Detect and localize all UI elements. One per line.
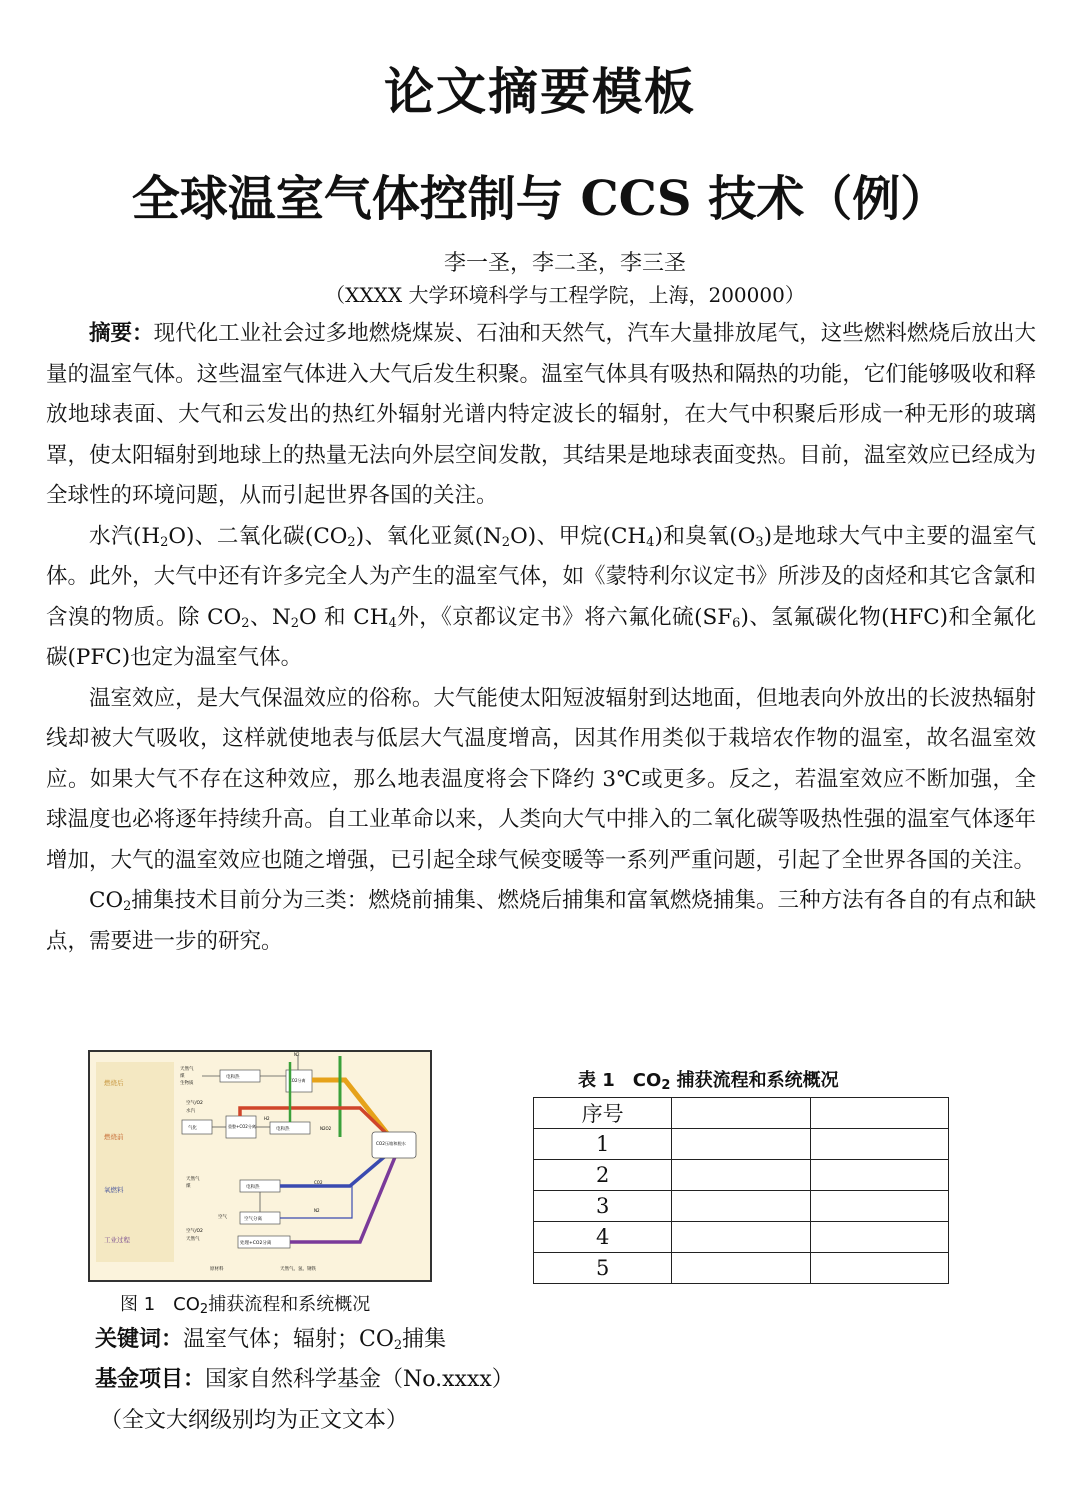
abstract-paragraph-1: 摘要：现代化工业社会过多地燃烧煤炭、石油和天然气，汽车大量排放尾气，这些燃料燃烧后放出大量的温室气体。这些温室气体进入大气后发生积聚。温室气体具有吸热和隔热的功能，它们能够吸收和释放地球表面、大气和云发出的热红外辐射光谱内特定波长的辐射，在大气中积聚后形成一种无形的玻璃罩，使太阳辐射到地球上的热量无法向外层空间发散，其结果是地球表面变热。目前，温室效应已经成为全球性的环境问题，从而引起世界各国的关注。 <box>46 321 1036 508</box>
table-cell <box>672 1253 810 1284</box>
table-cell <box>672 1098 810 1129</box>
table-index-cell: 4 <box>534 1222 672 1253</box>
input-label: 水汽 <box>186 1109 195 1114</box>
process-label: CO2分离 <box>289 1078 306 1083</box>
table-index-cell: 3 <box>534 1191 672 1222</box>
table-cell <box>810 1160 948 1191</box>
table-cell <box>810 1191 948 1222</box>
process-label: CO2压缩和脱水 <box>376 1141 406 1146</box>
input-label: 天然气 <box>186 1177 200 1182</box>
input-label: 天然气 <box>186 1237 200 1242</box>
input-label: 天然气 <box>180 1067 194 1072</box>
table-cell <box>672 1222 810 1253</box>
input-label: 空气/O2 <box>186 1229 203 1234</box>
table-cell <box>810 1098 948 1129</box>
table-row <box>534 1191 949 1222</box>
gas-label: H2 <box>264 1116 270 1121</box>
table-index-cell: 2 <box>534 1160 672 1191</box>
table-index-cell: 5 <box>534 1253 672 1284</box>
process-box <box>182 1120 212 1134</box>
process-label: 电和热 <box>276 1127 290 1132</box>
input-label: 煤 <box>186 1184 191 1189</box>
fund-line <box>95 1362 514 1393</box>
keywords-line: 关键词：温室气体；辐射；$CO_2$捕集 <box>95 1327 447 1353</box>
input-label: 空气 <box>218 1215 227 1220</box>
gas-label: N2 <box>314 1208 320 1213</box>
table-row <box>534 1253 949 1284</box>
authors: 李一圣，李二圣，李三圣 <box>443 251 686 276</box>
table-row <box>534 1222 949 1253</box>
fund-value: 国家自然科学基金（No.xxxx） <box>205 1367 514 1392</box>
row-label: 氧燃料 <box>104 1186 124 1194</box>
page-title: 论文摘要模板 <box>384 62 696 121</box>
table-cell <box>672 1160 810 1191</box>
process-label: 电和热 <box>226 1075 240 1080</box>
abstract-paragraph-2: 水汽$(H_2O)$、二氧化碳$(CO_2)$、氧化亚氮$(N_2O)$、甲烷$(CH_4)$和臭氧$(O_3)$是地球大气中主要的温室气体。此外，大气中还有许多完全人为产生的温室气体，如《蒙特利尔议定书》所涉及的卤烃和其它含氯和含溴的物质。除 $CO_2$、$N_2O$ 和 $CH_4$外，《京都议定书》将六氟化硫$(SF_6)$、氢氟碳化物(HFC)和全氟化碳(PFC)也定为温室气体。 <box>46 523 1037 670</box>
gas-label: N2O2 <box>320 1126 332 1131</box>
co2-capture-table <box>533 1097 949 1284</box>
gas-label: CO2 <box>314 1180 323 1185</box>
abstract-paragraph-4: $CO_2$捕集技术目前分为三类：燃烧前捕集、燃烧后捕集和富氧燃烧捕集。三种方法有各自的有点和缺点，需要进一步的研究。 <box>46 888 1036 954</box>
process-label: 电和热 <box>246 1185 260 1190</box>
table-cell <box>672 1129 810 1160</box>
input-label: 生物质 <box>180 1081 194 1086</box>
table-cell <box>810 1129 948 1160</box>
outline-note: （全文大纲级别均为正文文本） <box>100 1408 409 1433</box>
fund-label: 基金项目： <box>95 1367 206 1392</box>
abstract-body <box>46 314 1036 962</box>
figure-co2-capture-diagram <box>88 1050 432 1282</box>
abstract-label: 摘要： <box>89 321 154 346</box>
input-label: 煤 <box>180 1074 185 1079</box>
row-label: 燃烧前 <box>104 1133 124 1141</box>
process-label: 处理+CO2分离 <box>240 1241 272 1246</box>
table-cell <box>810 1222 948 1253</box>
table-cell <box>672 1191 810 1222</box>
table-row <box>534 1129 949 1160</box>
output-label: 天然气、氢、钢铁 <box>280 1267 316 1272</box>
figure-caption: 图 1 $CO_2$捕获流程和系统概况 <box>120 1294 371 1317</box>
co2-capture-flow-diagram <box>90 1052 430 1280</box>
affiliation: （XXXX 大学环境科学与工程学院，上海，200000） <box>325 283 805 307</box>
row-label: 工业过程 <box>104 1236 130 1244</box>
input-label: 原材料 <box>210 1267 224 1272</box>
keywords-label: 关键词： <box>95 1327 184 1352</box>
row-label: 燃烧后 <box>104 1079 124 1087</box>
paper-title: 全球温室气体控制与 CCS 技术（例） <box>131 171 949 227</box>
flow-arrow <box>280 1186 352 1218</box>
process-label: 气化 <box>188 1126 197 1131</box>
table-caption: 表 1 $CO_2$ 捕获流程和系统概况 <box>578 1070 839 1093</box>
process-label: 空气分离 <box>244 1217 262 1222</box>
table-index-cell: 1 <box>534 1129 672 1160</box>
table-header-row <box>534 1098 949 1129</box>
abstract-paragraph-3: 温室效应，是大气保温效应的俗称。大气能使太阳短波辐射到达地面，但地表向外放出的长波热辐射线却被大气吸收，这样就使地表与低层大气温度增高，因其作用类似于栽培农作物的温室，故名温室效应。如果大气不存在这种效应，那么地表温度将会下降约 3℃或更多。反之，若温室效应不断加强，全球温度也必将逐年持续升高。自工业革命以来，人类向大气中排入的二氧化碳等吸热性强的温室气体逐年增加，大气的温室效应也随之增强，已引起全球气候变暖等一系列严重问题，引起了全世界各国的关注。 <box>46 685 1036 873</box>
co2-flow-arrow <box>290 1157 395 1242</box>
table-cell <box>810 1253 948 1284</box>
table-row <box>534 1160 949 1191</box>
input-label: 空气/O2 <box>186 1101 203 1106</box>
table-header-cell: 序号 <box>534 1098 672 1129</box>
gas-label: N2 <box>294 1052 300 1057</box>
process-label: 重整+CO2分离 <box>228 1124 256 1129</box>
